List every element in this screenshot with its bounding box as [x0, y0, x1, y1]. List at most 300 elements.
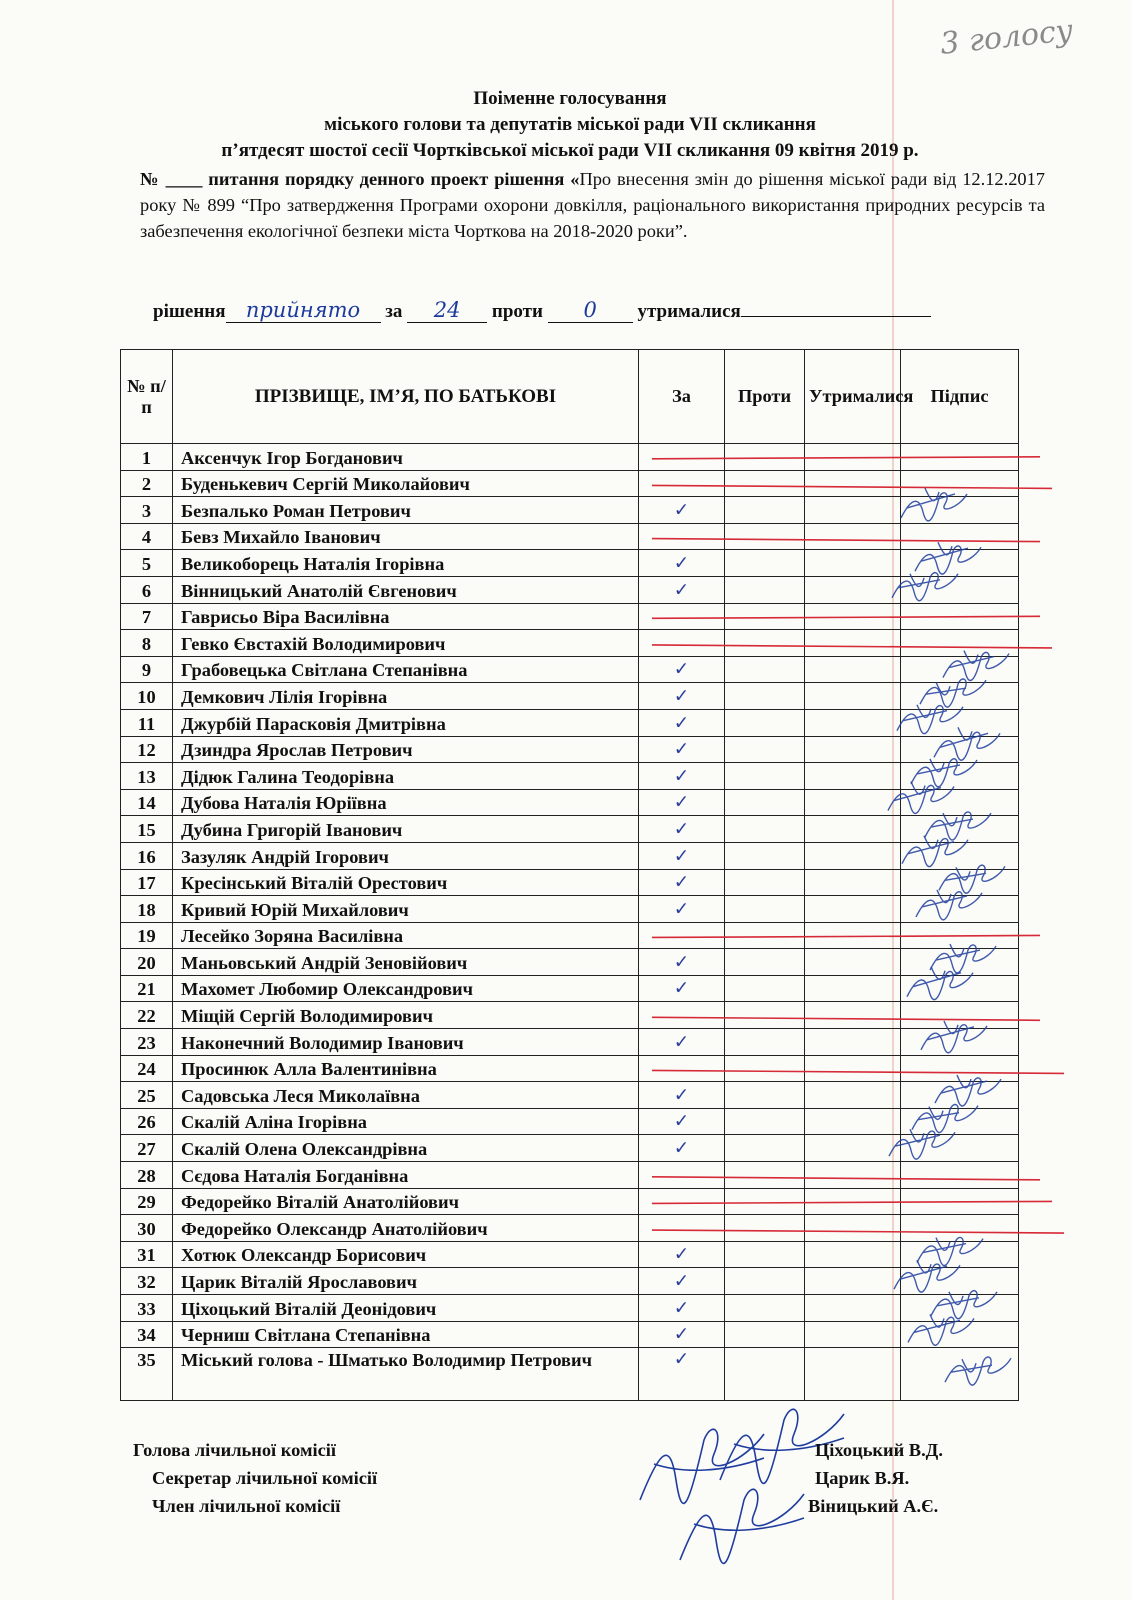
check-mark-icon: ✓: [673, 845, 690, 867]
signature-cell: [901, 922, 1019, 949]
vote-against-cell: [725, 1348, 805, 1401]
deputy-name: Бевз Михайло Іванович: [173, 523, 639, 550]
corner-handwritten-note: 3 голосу: [938, 13, 1075, 62]
check-mark-icon: ✓: [673, 1138, 690, 1160]
deputy-name: Гаврисьо Віра Василівна: [173, 603, 639, 630]
vote-for-cell: [639, 869, 725, 896]
vote-for-cell: [639, 709, 725, 736]
vote-table: [120, 349, 1019, 1401]
vote-abstained-cell: [805, 842, 901, 869]
table-row: [121, 550, 1019, 577]
subject-prefix: № ____ питання порядку денного проект рішення «: [140, 169, 580, 189]
deputy-name: Маньовський Андрій Зеновійович: [173, 949, 639, 976]
signature-cell: [901, 683, 1019, 710]
vote-against-cell: [725, 869, 805, 896]
vote-abstained-cell: [805, 1055, 901, 1082]
row-number: 27: [121, 1135, 173, 1162]
vote-for-cell: [639, 1348, 725, 1401]
deputy-name: Наконечний Володимир Іванович: [173, 1029, 639, 1056]
signature-cell: [901, 1348, 1019, 1401]
row-number: 17: [121, 869, 173, 896]
vote-abstained-cell: [805, 1348, 901, 1401]
signature-cell: [901, 1055, 1019, 1082]
vote-for-cell: [639, 497, 725, 524]
table-row: [121, 736, 1019, 763]
deputy-name: Грабовецька Світлана Степанівна: [173, 656, 639, 683]
table-row: [121, 1135, 1019, 1162]
table-row: [121, 1295, 1019, 1322]
row-number: 2: [121, 470, 173, 497]
deputy-name: Сєдова Наталія Богданівна: [173, 1162, 639, 1189]
vote-abstained-cell: [805, 1082, 901, 1109]
signature-cell: [901, 444, 1019, 471]
table-row: [121, 816, 1019, 843]
vote-against-cell: [725, 550, 805, 577]
deputy-name: Безпалько Роман Петрович: [173, 497, 639, 524]
row-number: 21: [121, 975, 173, 1002]
table-row: [121, 1215, 1019, 1242]
vote-abstained-cell: [805, 816, 901, 843]
signature-cell: [901, 1268, 1019, 1295]
check-mark-icon: ✓: [673, 1271, 690, 1292]
row-number: 14: [121, 789, 173, 816]
vote-abstained-cell: [805, 949, 901, 976]
vote-abstained-cell: [805, 1002, 901, 1029]
check-mark-icon: ✓: [673, 951, 690, 973]
vote-against-cell: [725, 1082, 805, 1109]
vote-abstained-cell: [805, 1108, 901, 1135]
vote-table-header: [121, 350, 1019, 444]
row-number: 32: [121, 1268, 173, 1295]
vote-abstained-cell: [805, 1188, 901, 1215]
signature-cell: [901, 736, 1019, 763]
table-row: [121, 1241, 1019, 1268]
table-row: [121, 949, 1019, 976]
table-row: [121, 683, 1019, 710]
header-abstained: Утрималися: [805, 350, 901, 444]
vote-against-cell: [725, 1029, 805, 1056]
vote-abstained-cell: [805, 1162, 901, 1189]
vote-against-cell: [725, 576, 805, 603]
check-mark-icon: ✓: [673, 1031, 690, 1053]
check-mark-icon: ✓: [673, 898, 690, 920]
table-row: [121, 1002, 1019, 1029]
check-mark-icon: ✓: [673, 1349, 690, 1371]
vote-for-cell: [639, 550, 725, 577]
vote-against-cell: [725, 1295, 805, 1322]
vote-against-cell: [725, 949, 805, 976]
deputy-name: Царик Віталій Ярославович: [173, 1268, 639, 1295]
table-row: [121, 444, 1019, 471]
table-row: [121, 709, 1019, 736]
vote-abstained-cell: [805, 603, 901, 630]
commission-member-name: Віницький А.Є.: [808, 1496, 939, 1516]
row-number: 18: [121, 896, 173, 923]
vote-against-cell: [725, 789, 805, 816]
vote-against-cell: [725, 975, 805, 1002]
deputy-name: Зазуляк Андрій Ігорович: [173, 842, 639, 869]
vote-for-cell: [639, 1215, 725, 1242]
deputy-name: Кривий Юрій Михайлович: [173, 896, 639, 923]
table-row: [121, 1268, 1019, 1295]
vote-abstained-cell: [805, 709, 901, 736]
vote-abstained-cell: [805, 1321, 901, 1348]
deputy-name: Гевко Євстахій Володимирович: [173, 630, 639, 657]
title-line-1: Поіменне голосування: [473, 88, 667, 109]
commission-secretary-name: Царик В.Я.: [815, 1468, 910, 1488]
commission-chair-label: Голова лічильної комісії: [133, 1440, 336, 1460]
row-number: 1: [121, 444, 173, 471]
check-mark-icon: ✓: [673, 1324, 690, 1346]
check-mark-icon: ✓: [673, 552, 690, 574]
deputy-name: Джурбій Парасковія Дмитрівна: [173, 709, 639, 736]
signature-cell: [901, 1082, 1019, 1109]
vote-for-cell: [639, 736, 725, 763]
deputy-name: Дідюк Галина Теодорівна: [173, 763, 639, 790]
row-number: 34: [121, 1321, 173, 1348]
row-number: 6: [121, 576, 173, 603]
deputy-name: Федорейко Віталій Анатолійович: [173, 1188, 639, 1215]
against-count: 0: [548, 298, 633, 323]
row-number: 26: [121, 1108, 173, 1135]
vote-for-cell: [639, 1002, 725, 1029]
vote-against-cell: [725, 1055, 805, 1082]
vote-abstained-cell: [805, 896, 901, 923]
row-number: 4: [121, 523, 173, 550]
vote-abstained-cell: [805, 975, 901, 1002]
vote-abstained-cell: [805, 1295, 901, 1322]
vote-for-cell: [639, 1082, 725, 1109]
vote-for-cell: [639, 1135, 725, 1162]
deputy-name: Федорейко Олександр Анатолійович: [173, 1215, 639, 1242]
vote-against-cell: [725, 1108, 805, 1135]
header-name: ПРІЗВИЩЕ, ІМ’Я, ПО БАТЬКОВІ: [173, 350, 639, 444]
table-row: [121, 763, 1019, 790]
vote-abstained-cell: [805, 763, 901, 790]
row-number: 8: [121, 630, 173, 657]
check-mark-icon: ✓: [673, 872, 690, 894]
table-row: [121, 1029, 1019, 1056]
vote-against-cell: [725, 523, 805, 550]
row-number: 9: [121, 656, 173, 683]
vote-abstained-cell: [805, 1135, 901, 1162]
commission-chair-name: Ціхоцький В.Д.: [815, 1440, 943, 1460]
commission-secretary-label: Секретар лічильної комісії: [152, 1468, 378, 1488]
check-mark-icon: ✓: [673, 978, 690, 1000]
vote-for-cell: [639, 949, 725, 976]
vote-abstained-cell: [805, 656, 901, 683]
vote-for-cell: [639, 683, 725, 710]
row-number: 19: [121, 922, 173, 949]
row-number: 31: [121, 1241, 173, 1268]
signature-cell: [901, 523, 1019, 550]
vote-against-cell: [725, 736, 805, 763]
table-row: [121, 630, 1019, 657]
row-number: 20: [121, 949, 173, 976]
check-mark-icon: ✓: [673, 1297, 690, 1319]
vote-against-cell: [725, 1215, 805, 1242]
table-row: [121, 470, 1019, 497]
check-mark-icon: ✓: [673, 712, 690, 734]
signature-cell: [901, 1162, 1019, 1189]
vote-abstained-cell: [805, 550, 901, 577]
table-row: [121, 1321, 1019, 1348]
vote-against-cell: [725, 444, 805, 471]
deputy-name: Садовська Леся Миколаївна: [173, 1082, 639, 1109]
signature-cell: [901, 603, 1019, 630]
row-number: 30: [121, 1215, 173, 1242]
vote-against-cell: [725, 896, 805, 923]
vote-for-cell: [639, 603, 725, 630]
vote-for-cell: [639, 763, 725, 790]
table-row: [121, 842, 1019, 869]
vote-for-cell: [639, 842, 725, 869]
vote-abstained-cell: [805, 736, 901, 763]
deputy-name: Міський голова - Шматько Володимир Петрович: [173, 1348, 639, 1401]
vote-against-cell: [725, 470, 805, 497]
signature-cell: [901, 1295, 1019, 1322]
check-mark-icon: ✓: [673, 739, 690, 761]
table-row: [121, 1188, 1019, 1215]
vote-against-cell: [725, 1268, 805, 1295]
vote-for-cell: [639, 1268, 725, 1295]
vote-against-cell: [725, 763, 805, 790]
vote-table-body: [121, 444, 1019, 1401]
table-row: [121, 576, 1019, 603]
vote-against-cell: [725, 842, 805, 869]
signature-cell: [901, 656, 1019, 683]
check-mark-icon: ✓: [673, 499, 690, 521]
vote-abstained-cell: [805, 869, 901, 896]
vote-for-cell: [639, 576, 725, 603]
signature-cell: [901, 1215, 1019, 1242]
commission-member-label: Член лічильної комісії: [152, 1496, 341, 1516]
table-row: [121, 497, 1019, 524]
vote-abstained-cell: [805, 444, 901, 471]
vote-abstained-cell: [805, 630, 901, 657]
header-number: № п/п: [121, 350, 173, 444]
signature-cell: [901, 576, 1019, 603]
signature-cell: [901, 975, 1019, 1002]
deputy-name: Черниш Світлана Степанівна: [173, 1321, 639, 1348]
deputy-name: Дубова Наталія Юріївна: [173, 789, 639, 816]
deputy-name: Аксенчук Ігор Богданович: [173, 444, 639, 471]
signature-cell: [901, 470, 1019, 497]
check-mark-icon: ✓: [673, 765, 690, 787]
check-mark-icon: ✓: [673, 818, 690, 840]
row-number: 15: [121, 816, 173, 843]
header-for: За: [639, 350, 725, 444]
row-number: 23: [121, 1029, 173, 1056]
deputy-name: Вінницький Анатолій Євгенович: [173, 576, 639, 603]
check-mark-icon: ✓: [673, 1244, 690, 1266]
table-row: [121, 1108, 1019, 1135]
vote-against-cell: [725, 603, 805, 630]
vote-against-cell: [725, 709, 805, 736]
table-row: [121, 523, 1019, 550]
row-number: 5: [121, 550, 173, 577]
vote-abstained-cell: [805, 683, 901, 710]
check-mark-icon: ✓: [673, 1111, 690, 1133]
table-row: [121, 1082, 1019, 1109]
table-row: [121, 603, 1019, 630]
check-mark-icon: ✓: [673, 792, 690, 814]
signature-cell: [901, 497, 1019, 524]
against-label: проти: [491, 301, 543, 322]
row-number: 33: [121, 1295, 173, 1322]
vote-abstained-cell: [805, 470, 901, 497]
vote-for-cell: [639, 1321, 725, 1348]
header-signature: Підпис: [901, 350, 1019, 444]
table-row: [121, 1348, 1019, 1401]
signature-cell: [901, 1188, 1019, 1215]
row-number: 3: [121, 497, 173, 524]
vote-against-cell: [725, 1002, 805, 1029]
vote-abstained-cell: [805, 1029, 901, 1056]
vote-for-cell: [639, 896, 725, 923]
signature-cell: [901, 842, 1019, 869]
signature-cell: [901, 763, 1019, 790]
signature-cell: [901, 816, 1019, 843]
signature-cell: [901, 949, 1019, 976]
row-number: 22: [121, 1002, 173, 1029]
signature-cell: [901, 1321, 1019, 1348]
table-row: [121, 975, 1019, 1002]
for-label: за: [385, 301, 403, 322]
vote-for-cell: [639, 523, 725, 550]
row-number: 35: [121, 1348, 173, 1401]
deputy-name: Просинюк Алла Валентинівна: [173, 1055, 639, 1082]
vote-against-cell: [725, 1188, 805, 1215]
decision-result-handwritten: прийнято: [226, 298, 381, 323]
table-row: [121, 1055, 1019, 1082]
vote-against-cell: [725, 656, 805, 683]
vote-for-cell: [639, 922, 725, 949]
signature-cell: [901, 896, 1019, 923]
signature-cell: [901, 1241, 1019, 1268]
title-line-2: міського голови та депутатів міської ради VII скликання: [324, 114, 816, 135]
vote-for-cell: [639, 444, 725, 471]
signature-cell: [901, 869, 1019, 896]
row-number: 16: [121, 842, 173, 869]
row-number: 10: [121, 683, 173, 710]
vote-against-cell: [725, 922, 805, 949]
vote-for-cell: [639, 1029, 725, 1056]
table-row: [121, 869, 1019, 896]
deputy-name: Скалій Олена Олександрівна: [173, 1135, 639, 1162]
deputy-name: Буденькевич Сергій Миколайович: [173, 470, 639, 497]
check-mark-icon: ✓: [673, 579, 690, 601]
decision-line: [153, 298, 931, 323]
check-mark-icon: ✓: [673, 659, 690, 681]
deputy-name: Скалій Аліна Ігорівна: [173, 1108, 639, 1135]
deputy-name: Махомет Любомир Олександрович: [173, 975, 639, 1002]
signature-cell: [901, 1002, 1019, 1029]
row-number: 24: [121, 1055, 173, 1082]
vote-against-cell: [725, 497, 805, 524]
title-line-3: п’ятдесят шостої сесії Чортківської міської ради VII скликання 09 квітня 2019 р.: [221, 140, 919, 161]
vote-for-cell: [639, 1108, 725, 1135]
deputy-name: Міщій Сергій Володимирович: [173, 1002, 639, 1029]
vote-for-cell: [639, 656, 725, 683]
abstained-label: утрималися: [637, 301, 741, 322]
abstained-count: [741, 316, 931, 317]
vote-abstained-cell: [805, 576, 901, 603]
vote-against-cell: [725, 630, 805, 657]
deputy-name: Кресінський Віталій Орестович: [173, 869, 639, 896]
header-against: Проти: [725, 350, 805, 444]
row-number: 25: [121, 1082, 173, 1109]
vote-for-cell: [639, 470, 725, 497]
row-number: 7: [121, 603, 173, 630]
for-count: 24: [407, 298, 487, 323]
vote-abstained-cell: [805, 497, 901, 524]
vote-abstained-cell: [805, 1241, 901, 1268]
row-number: 28: [121, 1162, 173, 1189]
signature-cell: [901, 1135, 1019, 1162]
vote-for-cell: [639, 1188, 725, 1215]
vote-against-cell: [725, 683, 805, 710]
deputy-name: Демкович Лілія Ігорівна: [173, 683, 639, 710]
vote-for-cell: [639, 1241, 725, 1268]
table-row: [121, 922, 1019, 949]
vote-abstained-cell: [805, 1215, 901, 1242]
deputy-name: Хотюк Олександр Борисович: [173, 1241, 639, 1268]
vote-for-cell: [639, 1162, 725, 1189]
check-mark-icon: ✓: [673, 1084, 690, 1106]
vote-abstained-cell: [805, 523, 901, 550]
subject-text: Про внесення змін до рішення міської ради від 12.12.2017 року № 899 “Про затвердження Програми охорони довкілля, раціонального використання природних ресурсів та забезпечення екологічної безпеки міста Чорткова на 2018-2020 роки”.: [140, 169, 1045, 241]
vote-against-cell: [725, 816, 805, 843]
signature-cell: [901, 1029, 1019, 1056]
vote-against-cell: [725, 1241, 805, 1268]
agenda-subject: [140, 166, 1045, 244]
vote-for-cell: [639, 1055, 725, 1082]
signature-cell: [901, 550, 1019, 577]
signature-cell: [901, 630, 1019, 657]
deputy-name: Великоборець Наталія Ігорівна: [173, 550, 639, 577]
vote-for-cell: [639, 1295, 725, 1322]
commission-signature: [680, 1489, 804, 1563]
signature-cell: [901, 789, 1019, 816]
table-row: [121, 1162, 1019, 1189]
decision-label: рішення: [153, 301, 226, 322]
row-number: 12: [121, 736, 173, 763]
deputy-name: Дзиндра Ярослав Петрович: [173, 736, 639, 763]
table-row: [121, 656, 1019, 683]
vote-abstained-cell: [805, 922, 901, 949]
vote-against-cell: [725, 1162, 805, 1189]
signature-cell: [901, 709, 1019, 736]
vote-abstained-cell: [805, 1268, 901, 1295]
signature-cell: [901, 1108, 1019, 1135]
vote-against-cell: [725, 1135, 805, 1162]
row-number: 11: [121, 709, 173, 736]
deputy-name: Лесейко Зоряна Василівна: [173, 922, 639, 949]
table-row: [121, 789, 1019, 816]
check-mark-icon: ✓: [673, 685, 690, 707]
vote-for-cell: [639, 816, 725, 843]
vote-for-cell: [639, 975, 725, 1002]
deputy-name: Ціхоцький Віталій Деонідович: [173, 1295, 639, 1322]
vote-against-cell: [725, 1321, 805, 1348]
vote-for-cell: [639, 630, 725, 657]
row-number: 29: [121, 1188, 173, 1215]
vote-abstained-cell: [805, 789, 901, 816]
commission-signature: [640, 1429, 764, 1503]
deputy-name: Дубина Григорій Іванович: [173, 816, 639, 843]
vote-for-cell: [639, 789, 725, 816]
